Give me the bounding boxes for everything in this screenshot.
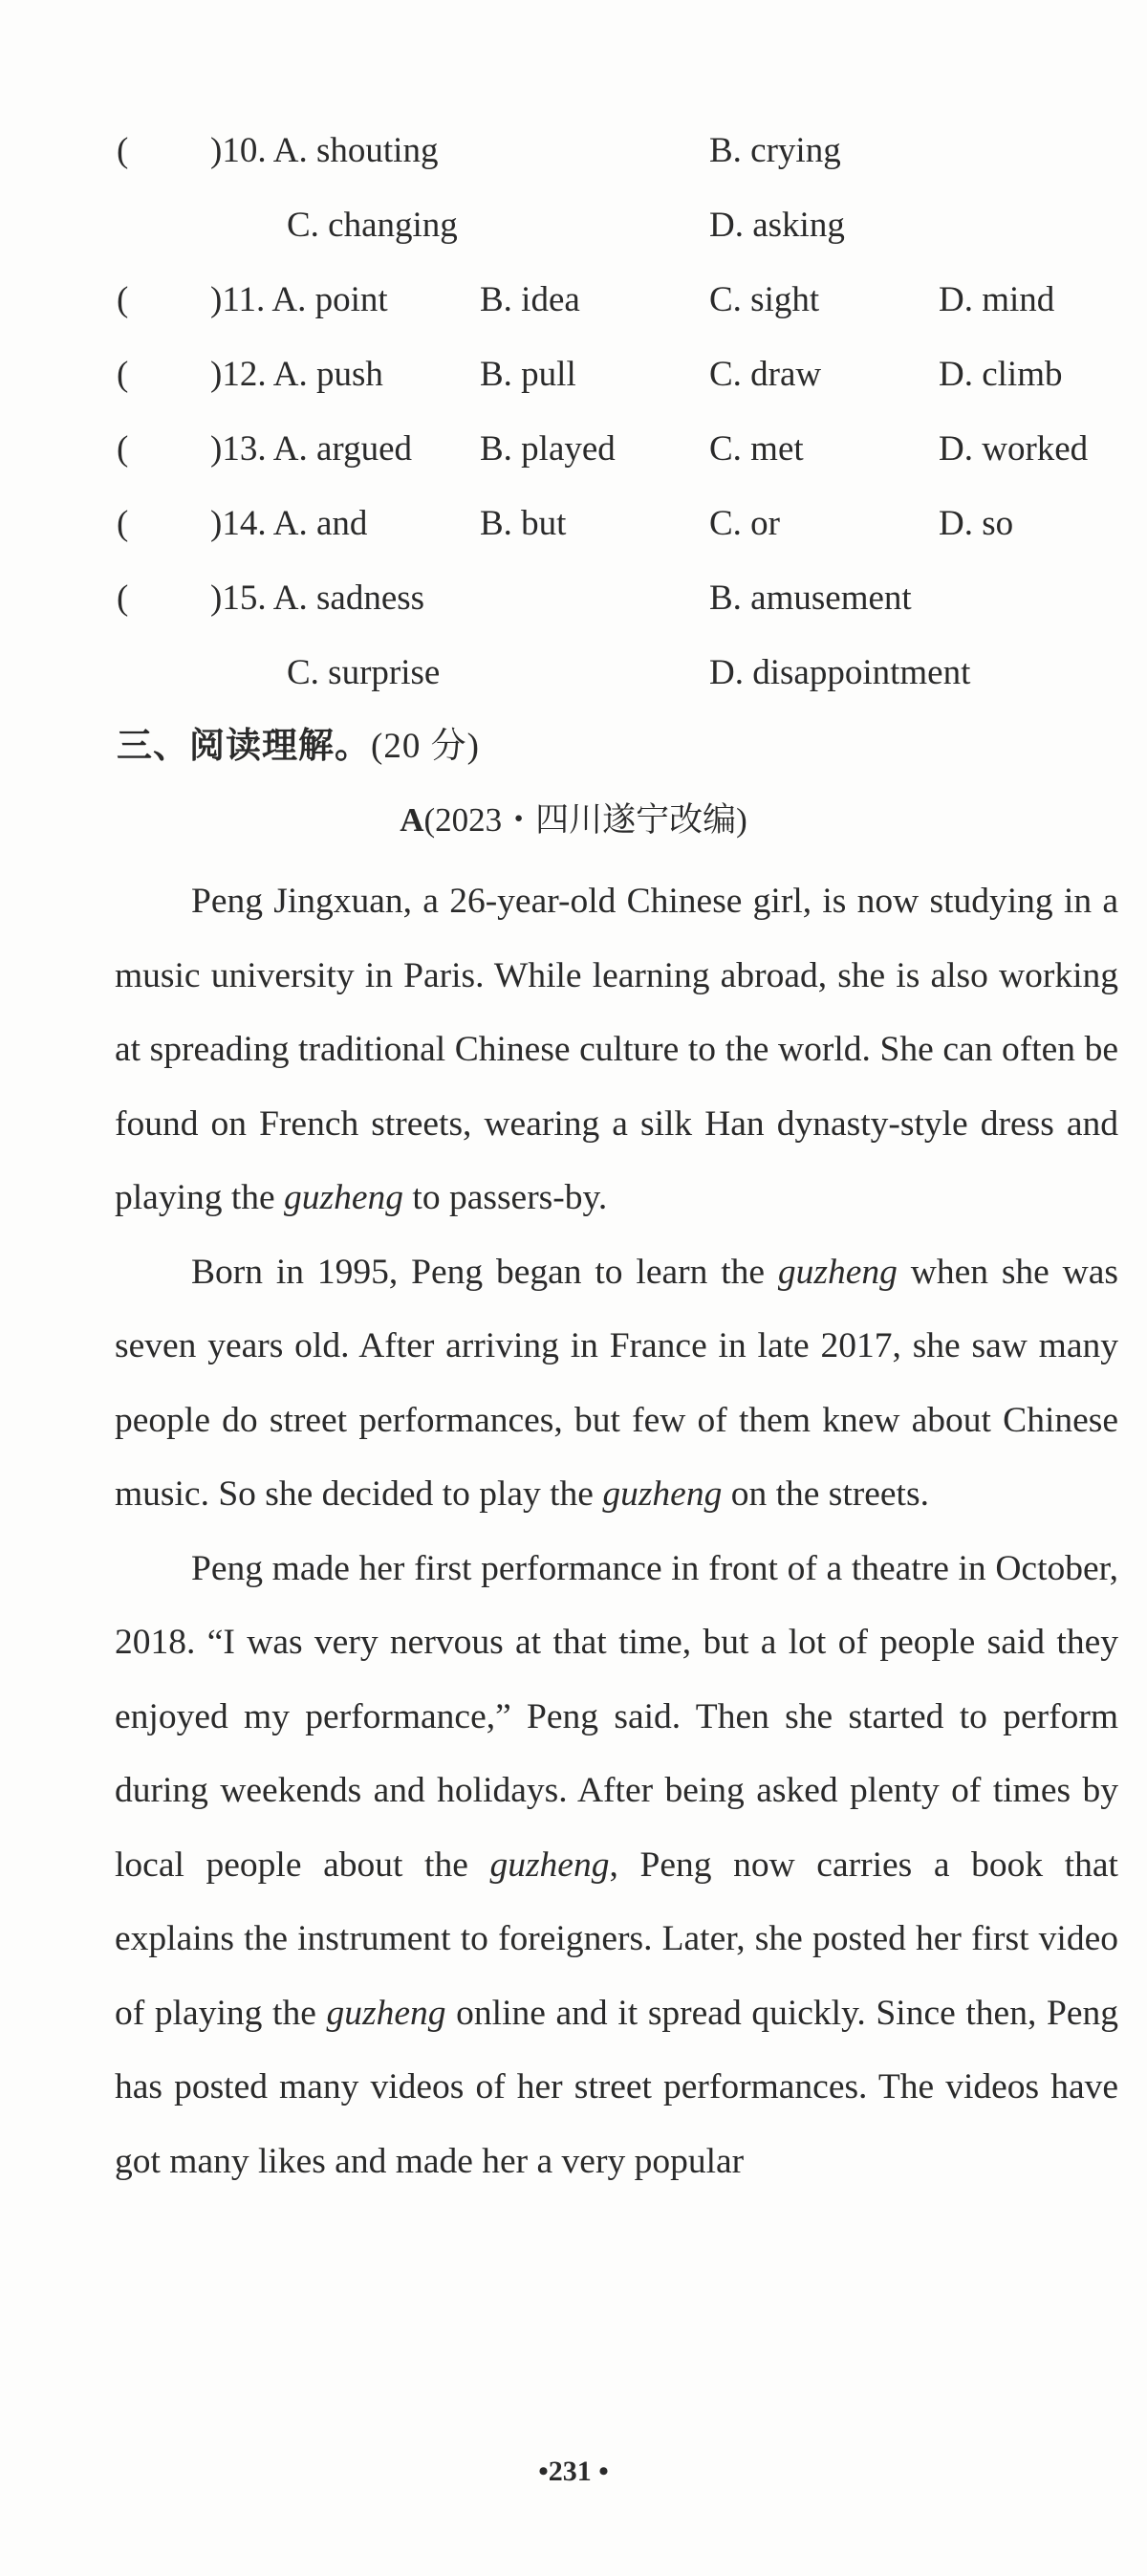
option-b: B. idea: [480, 280, 580, 319]
paragraph-2: [115, 1235, 1118, 1532]
question-15: [117, 570, 1120, 627]
section-score: (20 分): [371, 727, 480, 766]
option-c: C. met: [709, 429, 804, 469]
section-heading: [117, 717, 480, 775]
text-run: Peng made her first performance in front of a theatre in October, 2018. “I was very nervous at that time, but a lot of people said they enjoyed my performance,” Peng said. Then she started to perform during weekends and holidays. After being asked plenty of times by local people about the: [115, 1548, 1118, 1885]
paragraph-1: [115, 864, 1118, 1235]
option-c: C. or: [709, 504, 780, 543]
option-a: )12. A. push: [210, 355, 383, 394]
page-number: •231 •: [538, 2456, 609, 2487]
text-run: when she was seven years old. After arriving in France in late 2017, she saw many people do street performances, but few of them knew about Chinese music. So she decided to play the: [115, 1252, 1118, 1514]
italic-term: guzheng: [489, 1845, 610, 1885]
option-d: D. asking: [709, 206, 845, 245]
question-11: [117, 272, 1120, 329]
option-a: )11. A. point: [210, 280, 388, 319]
italic-term: guzheng: [326, 1993, 446, 2033]
option-d: D. mind: [939, 280, 1055, 319]
option-c: C. draw: [709, 355, 822, 394]
option-b: B. played: [480, 429, 616, 469]
option-d: D. so: [939, 504, 1014, 543]
option-c: C. sight: [709, 280, 820, 319]
answer-blank[interactable]: (: [117, 355, 129, 394]
option-b: B. pull: [480, 355, 576, 394]
option-d: D. worked: [939, 429, 1089, 469]
italic-term: guzheng: [602, 1474, 723, 1514]
answer-blank[interactable]: (: [117, 280, 129, 319]
option-d: D. disappointment: [709, 653, 971, 692]
answer-blank[interactable]: (: [117, 579, 129, 618]
text-run: on the streets.: [722, 1474, 929, 1514]
option-b: B. crying: [709, 131, 841, 170]
question-13: [117, 421, 1120, 478]
option-a: )13. A. argued: [210, 429, 412, 469]
option-a: )15. A. sadness: [210, 579, 425, 618]
reading-passage: [115, 864, 1118, 2198]
question-10-line-2: [117, 197, 1120, 254]
paragraph-3: [115, 1532, 1118, 2199]
answer-blank[interactable]: (: [117, 504, 129, 543]
text-run: Peng Jingxuan, a 26-year-old Chinese girl, is now studying in a music university in Paris. While learning abroad, she is also working at spreading traditional Chinese culture to the world. She can often be found on French streets, wearing a silk Han dynasty-style dress and playing the: [115, 882, 1118, 1217]
option-b: B. amusement: [709, 579, 912, 618]
passage-letter: A: [400, 801, 424, 839]
text-run: , Peng now carries a book that explains the instrument to foreigners. Later, she posted her first video of playing the: [115, 1845, 1118, 2033]
text-run: Born in 1995, Peng began to learn the: [191, 1252, 778, 1292]
italic-term: guzheng: [777, 1252, 898, 1292]
text-run: online and it spread quickly. Since then, Peng has posted many videos of her street performances. The videos have got many likes and made her a very popular: [115, 1993, 1118, 2181]
option-c: C. changing: [287, 206, 458, 245]
option-a: )14. A. and: [210, 504, 368, 543]
option-d: D. climb: [939, 355, 1063, 394]
question-15-line-2: [117, 644, 1120, 702]
section-title: 三、阅读理解。: [117, 725, 371, 766]
option-c: C. surprise: [287, 653, 441, 692]
answer-blank[interactable]: (: [117, 429, 129, 469]
italic-term: guzheng: [284, 1178, 404, 1217]
question-12: [117, 346, 1120, 404]
text-run: to passers-by.: [403, 1178, 608, 1217]
option-b: B. but: [480, 504, 567, 543]
answer-blank[interactable]: (: [117, 131, 129, 170]
question-14: [117, 495, 1120, 553]
option-a: )10. A. shouting: [210, 131, 439, 170]
passage-heading: [0, 792, 1147, 849]
passage-source: (2023・四川遂宁改编): [423, 801, 747, 839]
question-10: [117, 122, 1120, 180]
